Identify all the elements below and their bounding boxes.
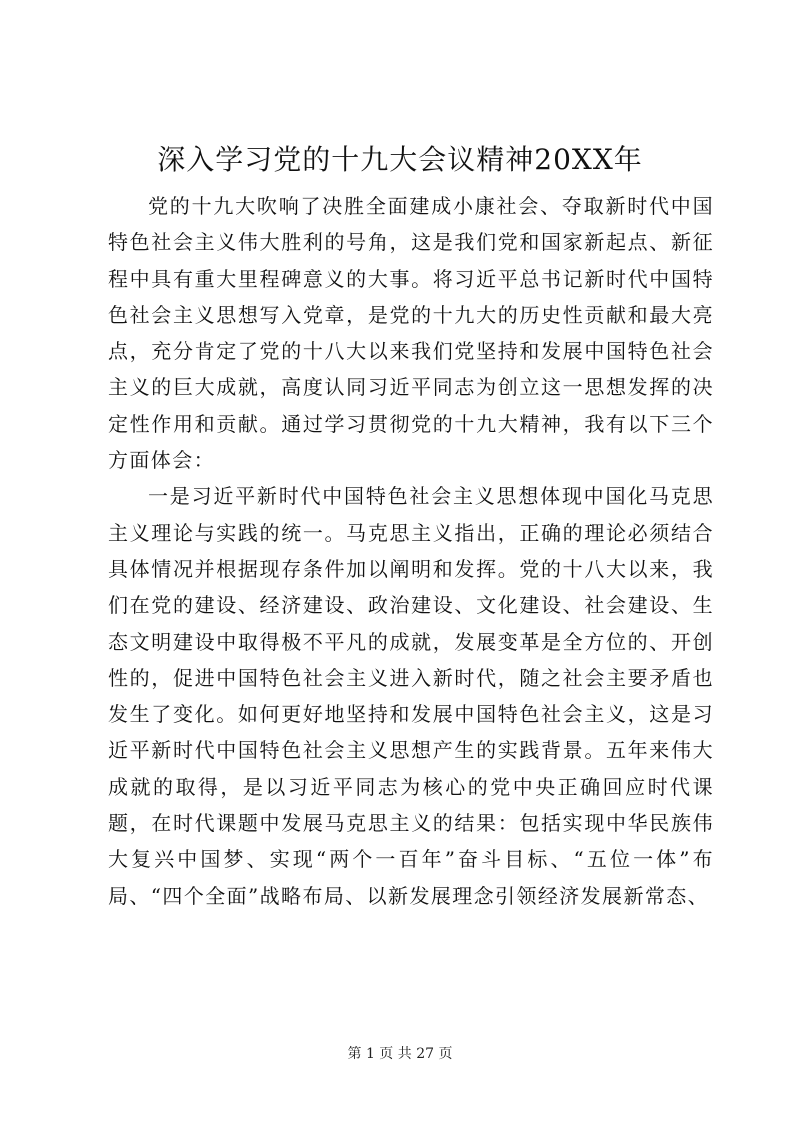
document-title: 深入学习党的十九大会议精神20XX年 (157, 143, 643, 176)
page-number: 第 1 页 共 27 页 (347, 1046, 453, 1062)
paragraph-intro: 党的十九大吹响了决胜全面建成小康社会、夺取新时代中国特色社会主义伟大胜利的号角，这是我们党和国家新起点、新征程中具有重大里程碑意义的大事。将习近平总书记新时代中国特色社会主义思想写入党章，是党的十九大的历史性贡献和最大亮点，充分肯定了党的十八大以来我们党坚持和发展中国特色社会主义的巨大成就，高度认同习近平同志为创立这一思想发挥的决定性作用和贡献。通过学习贯彻党的十九大精神，我有以下三个方面体会： (108, 194, 714, 473)
page-footer (0, 1044, 800, 1064)
paragraph-point-one: 一是习近平新时代中国特色社会主义思想体现中国化马克思主义理论与实践的统一。马克思主义指出，正确的理论必须结合具体情况并根据现存条件加以阐明和发挥。党的十八大以来，我们在党的建设、经济建设、政治建设、文化建设、社会建设、生态文明建设中取得极不平凡的成就，发展变革是全方位的、开创性的，促进中国特色社会主义进入新时代，随之社会主要矛盾也发生了变化。如何更好地坚持和发展中国特色社会主义，这是习近平新时代中国特色社会主义思想产生的实践背景。五年来伟大成就的取得，是以习近平同志为核心的党中央正确回应时代课题，在时代课题中发展马克思主义的结果：包括实现中华民族伟大复兴中国梦、实现“两个一百年”奋斗目标、“五位一体”布局、“四个全面”战略布局、以新发展理念引领经济发展新常态、 (108, 484, 714, 908)
document-body (108, 188, 714, 914)
